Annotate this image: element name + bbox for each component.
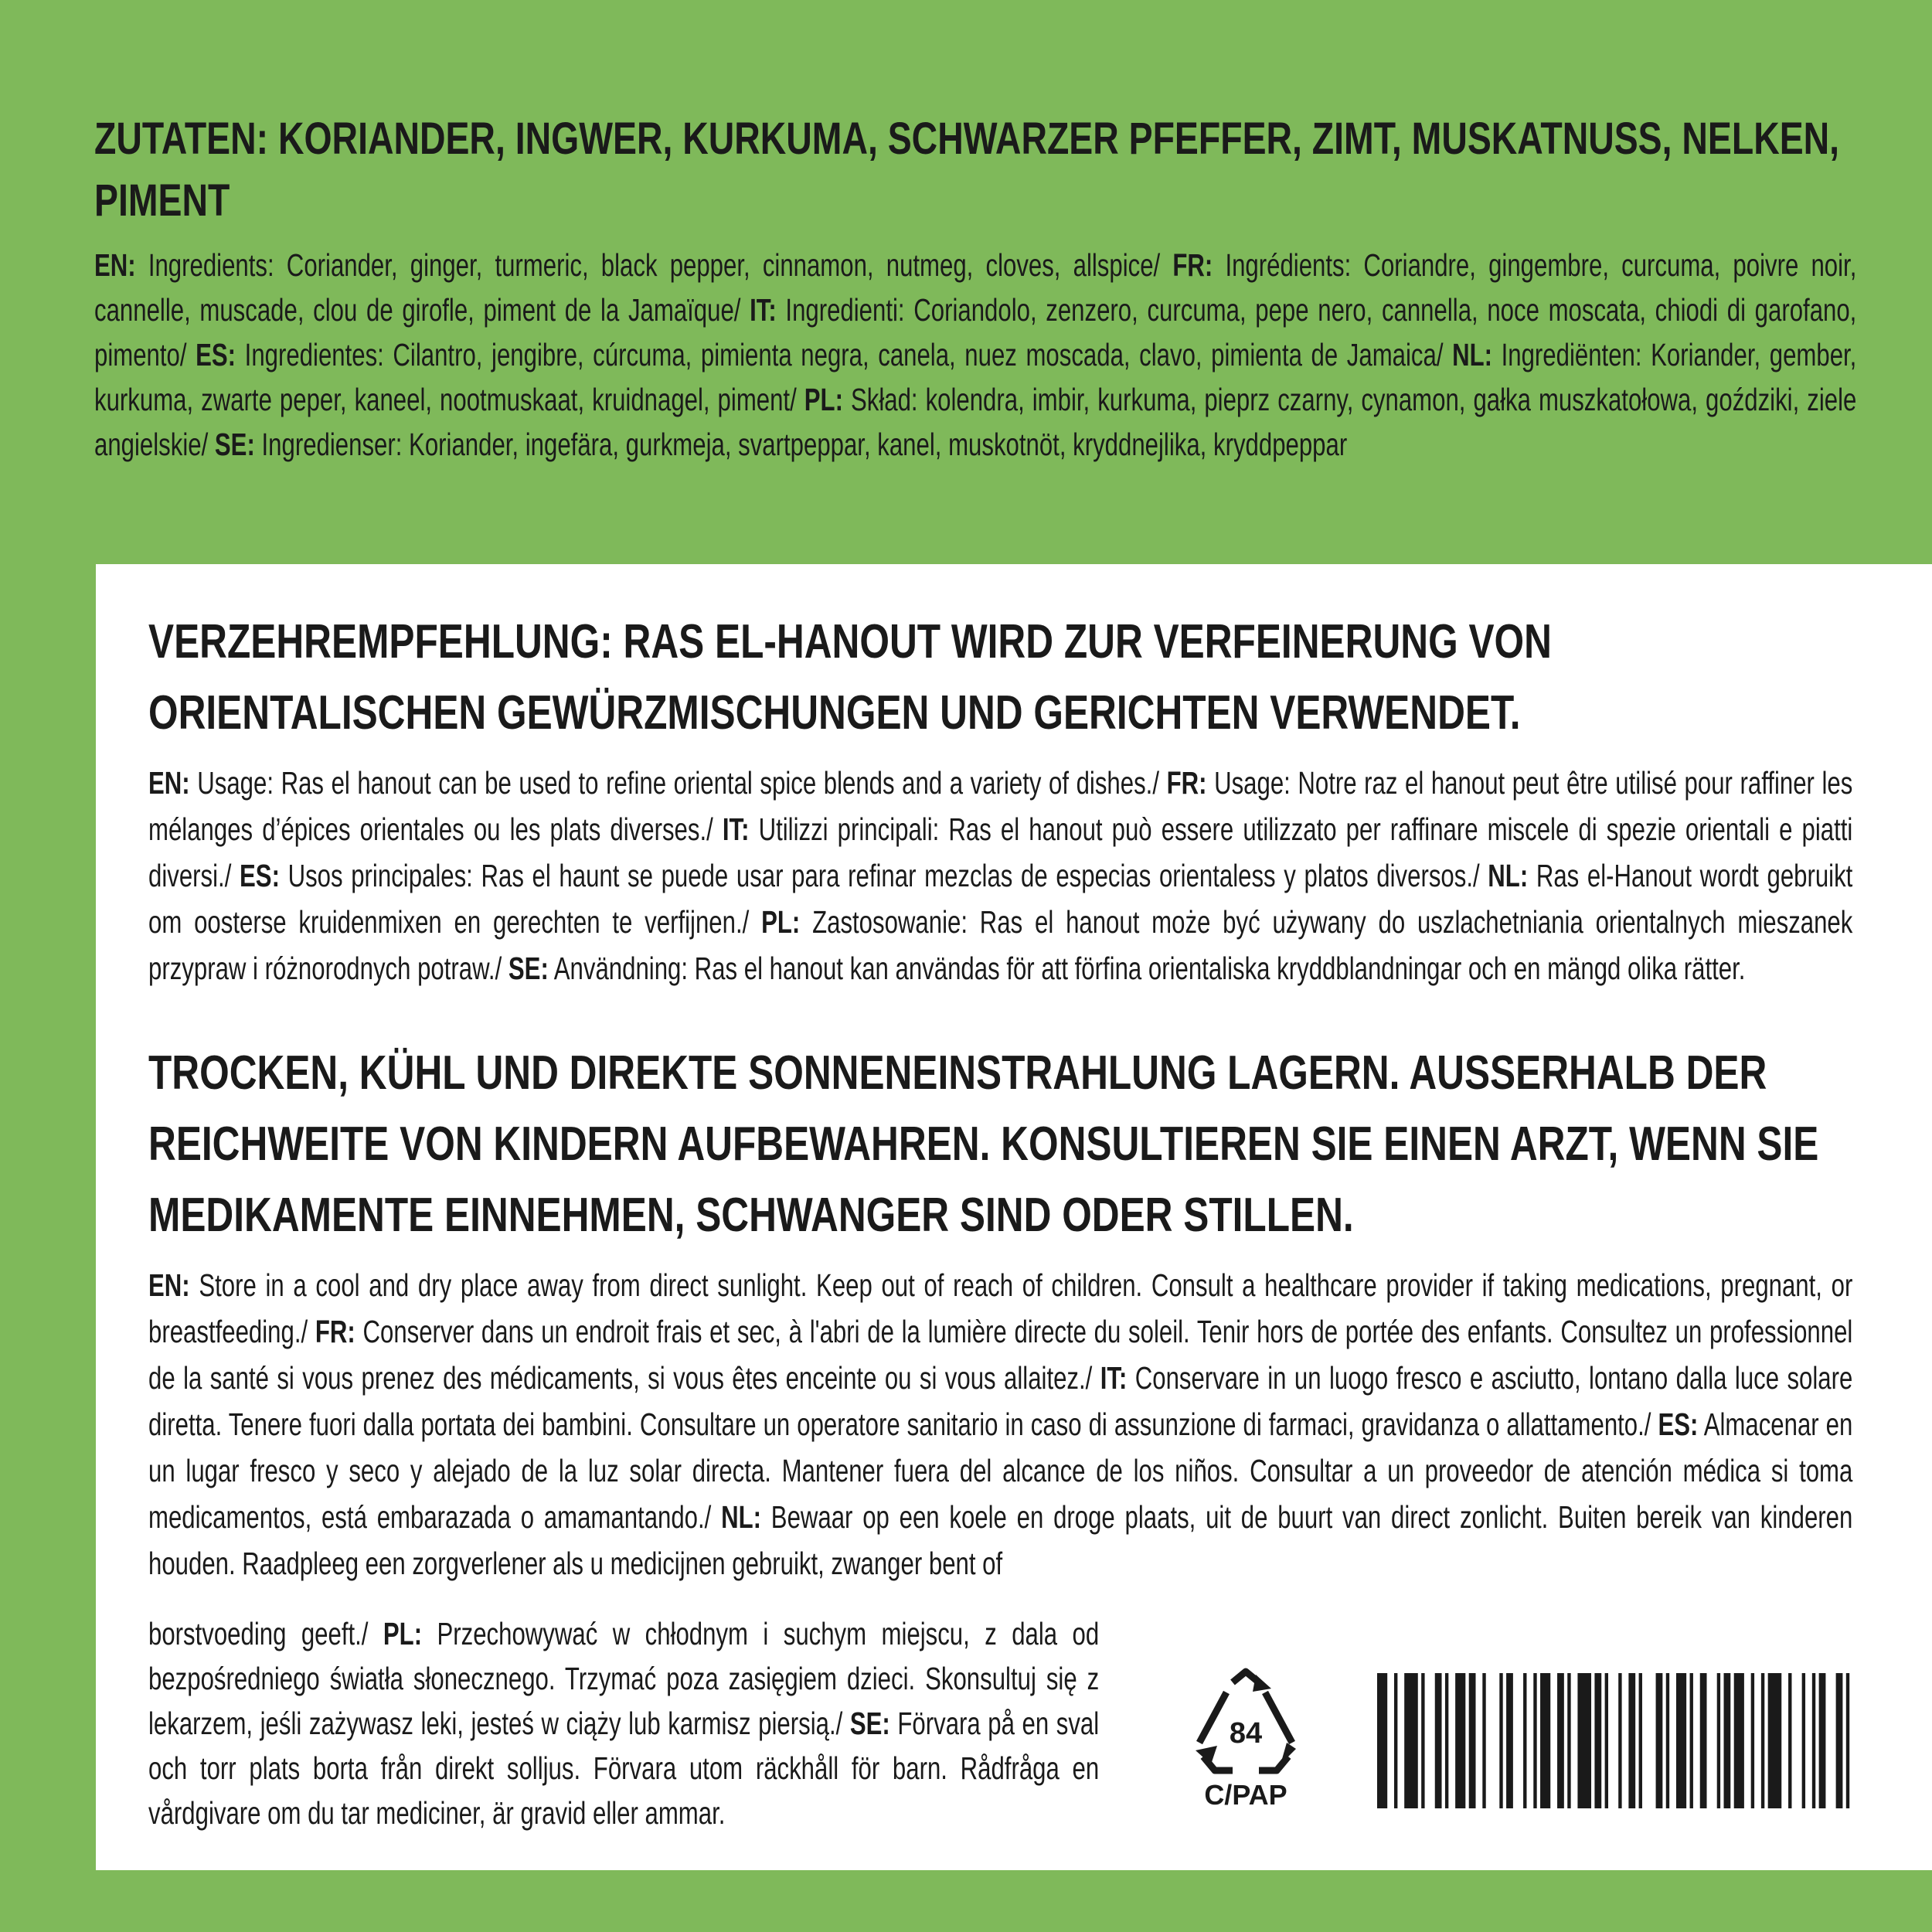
translation-text: Ingrediënten: Koriander, gember, kurkuma, zwarte peper, kaneel, nootmuskaat, kruidnagel, piment/: [94, 337, 1857, 417]
translation-text: Usage: Ras el hanout can be used to refine oriental spice blends and a variety of dishes./: [189, 765, 1167, 801]
barcode-bar: [1394, 1673, 1397, 1808]
translation-text: Förvara på en sval och torr plats borta från direkt solljus. Förvara utom räckhåll för barn. Rådfråga en vårdgivare om du tar mediciner, är gravid eller ammar.: [148, 1706, 1100, 1831]
barcode-bar: [1469, 1673, 1476, 1808]
barcode-bar: [1567, 1673, 1570, 1808]
barcode-bar: [1499, 1673, 1502, 1808]
barcode-bar: [1445, 1673, 1448, 1808]
language-code: EN:: [148, 765, 190, 801]
barcode-bar: [1628, 1673, 1635, 1808]
language-code: NL:: [1488, 858, 1529, 893]
language-code: SE:: [849, 1706, 890, 1741]
language-code: PL:: [761, 904, 801, 940]
translation-text: Store in a cool and dry place away from direct sunlight. Keep out of reach of children. Consult a healthcare provider if taking medications, pregnant, or breastfeeding./: [148, 1267, 1853, 1349]
barcode-bar: [1455, 1673, 1465, 1808]
barcode-bar: [1656, 1673, 1663, 1808]
barcode-bar: [1812, 1673, 1815, 1808]
translation-text: Användning: Ras el hanout kan användas för att förfina orientaliska kryddblandningar och en mängd olika rätter.: [548, 951, 1746, 986]
barcode-bar: [1724, 1673, 1731, 1808]
language-code: SE:: [214, 427, 255, 462]
barcode-bar: [1540, 1673, 1550, 1808]
language-code: NL:: [1452, 337, 1493, 372]
translation-text: Usage: Notre raz el hanout peut être utilisé pour raffiner les mélanges d’épices orientales ou les plats diverses./: [148, 765, 1853, 847]
barcode-bar: [1666, 1673, 1669, 1808]
recycling-code: 84: [1229, 1717, 1263, 1750]
language-code: PL:: [383, 1616, 423, 1651]
language-code: IT:: [750, 292, 777, 328]
translation-text: Usos principales: Ras el haunt se puede usar para refinar mezclas de especias orientaless y platos diversos./: [279, 858, 1488, 893]
barcode-bar: [1404, 1673, 1418, 1808]
translation-text: Skład: kolendra, imbir, kurkuma, pieprz czarny, cynamon, gałka muszkatołowa, goździki, ziele angielskie/: [94, 382, 1857, 462]
barcode-bar: [1846, 1673, 1849, 1808]
language-code: NL:: [721, 1499, 762, 1535]
barcode-bar: [1802, 1673, 1805, 1808]
barcode-bar: [1435, 1673, 1442, 1808]
barcode-bar: [1605, 1673, 1608, 1808]
translation-text: Ingredienti: Coriandolo, zenzero, curcuma, pepe nero, cannella, noce moscata, chiodi di garofano, pimento/: [94, 292, 1857, 372]
storage-translations-continued: [148, 1611, 1099, 1835]
language-code: EN:: [94, 247, 136, 283]
barcode-bar: [1819, 1673, 1826, 1808]
barcode-bar: [1761, 1673, 1764, 1808]
barcode-bar: [1734, 1673, 1744, 1808]
barcode-bar: [1377, 1673, 1387, 1808]
language-code: SE:: [508, 951, 549, 986]
barcode-bar: [1533, 1673, 1536, 1808]
language-code: IT:: [722, 811, 750, 847]
language-code: FR:: [315, 1314, 355, 1349]
language-code: FR:: [1166, 765, 1207, 801]
usage-heading: VERZEHREMPFEHLUNG: RAS EL-HANOUT WIRD ZUR VERFEINERUNG VON ORIENTALISCHEN GEWÜRZMISCHUNGEN UND GERICHTEN VERWENDET.: [148, 615, 1552, 740]
barcode-bar: [1506, 1673, 1513, 1808]
translation-text: Conservare in un luogo fresco e asciutto, lontano dalla luce solare diretta. Tenere fuori dalla portata dei bambini. Consultare un operatore sanitario in caso di assunzione di farmaci, gravidanza o allattamento./: [148, 1360, 1853, 1442]
barcode-bar: [1751, 1673, 1754, 1808]
translation-text: Ras el-Hanout wordt gebruikt om oosterse kruidenmixen en gerechten te verfijnen./: [148, 858, 1853, 940]
ingredients-section: [94, 108, 1856, 467]
language-code: IT:: [1100, 1360, 1128, 1396]
translation-text: Ingrédients: Coriandre, gingembre, curcuma, poivre noir, cannelle, muscade, clou de girofle, piment de la Jamaïque/: [94, 247, 1857, 328]
language-code: ES:: [196, 337, 236, 372]
storage-translations: [148, 1262, 1852, 1587]
storage-heading: TROCKEN, KÜHL UND DIREKTE SONNENEINSTRAHLUNG LAGERN. AUSSERHALB DER REICHWEITE VON KINDERN AUFBEWAHREN. KONSULTIEREN SIE EINEN ARZT, WENN SIE MEDIKAMENTE EINNEHMEN, SCHWANGER SIND ODER STILLEN.: [148, 1046, 1819, 1242]
barcode-bar: [1523, 1673, 1526, 1808]
barcode-bar: [1690, 1673, 1693, 1808]
info-panel: [96, 564, 1932, 1870]
translation-text: borstvoeding geeft./: [148, 1616, 383, 1651]
barcode-bar: [1421, 1673, 1424, 1808]
barcode-bar: [1594, 1673, 1601, 1808]
barcode-bar: [1676, 1673, 1686, 1808]
language-code: PL:: [804, 382, 843, 417]
barcode-bar: [1577, 1673, 1591, 1808]
barcode-bar: [1768, 1673, 1782, 1808]
recycling-label: C/PAP: [1204, 1779, 1287, 1811]
barcode-icon: [1377, 1673, 1856, 1808]
translation-text: Conserver dans un endroit frais et sec, à l'abri de la lumière directe du soleil. Tenir hors de portée des enfants. Consultez un professionnel de la santé si vous prenez des médicaments, si vous êtes enceinte ou si vous allaitez./: [148, 1314, 1853, 1396]
language-code: ES:: [1658, 1406, 1699, 1442]
barcode-bar: [1836, 1673, 1843, 1808]
translation-text: Utilizzi principali: Ras el hanout può essere utilizzato per raffinare miscele di spezie orientali e piatti diversi./: [148, 811, 1853, 893]
language-code: ES:: [240, 858, 280, 893]
translation-text: Bewaar op een koele en droge plaats, uit de buurt van direct zonlicht. Buiten bereik van kinderen houden. Raadpleeg een zorgverlener als u medicijnen gebruikt, zwanger bent of: [148, 1499, 1853, 1581]
translation-text: Ingredients: Coriander, ginger, turmeric, black pepper, cinnamon, nutmeg, cloves, allspice/: [135, 247, 1173, 283]
ingredients-heading: ZUTATEN: KORIANDER, INGWER, KURKUMA, SCHWARZER PFEFFER, ZIMT, MUSKATNUSS, NELKEN, PIMENT: [94, 114, 1840, 226]
barcode-bar: [1717, 1673, 1720, 1808]
translation-text: Przechowywać w chłodnym i suchym miejscu, z dala od bezpośredniego światła słonecznego. Trzymać poza zasięgiem dzieci. Skonsultuj się z lekarzem, jeśli zażywasz leki, jesteś w ciąży lub karmisz piersią./: [148, 1616, 1100, 1741]
language-code: FR:: [1172, 247, 1213, 283]
barcode-bar: [1618, 1673, 1621, 1808]
barcode-bar: [1788, 1673, 1791, 1808]
barcode-bar: [1700, 1673, 1707, 1808]
recycling-triangle-icon: [1188, 1665, 1304, 1812]
usage-translations: [148, 760, 1852, 992]
translation-text: Ingredienser: Koriander, ingefära, gurkmeja, svartpeppar, kanel, muskotnöt, kryddnejlika, kryddpeppar: [254, 427, 1348, 462]
barcode-bar: [1557, 1673, 1564, 1808]
footer-row: [148, 1611, 1852, 1866]
translation-text: Almacenar en un lugar fresco y seco y alejado de la luz solar directa. Mantener fuera del alcance de los niños. Consultar a un proveedor de atención médica si toma medicamentos, está embarazada o amamantando./: [148, 1406, 1853, 1535]
language-code: EN:: [148, 1267, 190, 1303]
translation-text: Ingredientes: Cilantro, jengibre, cúrcuma, pimienta negra, canela, nuez moscada, clavo, pimienta de Jamaica/: [236, 337, 1453, 372]
translation-text: Zastosowanie: Ras el hanout może być używany do uszlachetniania orientalnych mieszanek przypraw i różnorodnych potraw./: [148, 904, 1853, 986]
barcode-bar: [1482, 1673, 1485, 1808]
ingredients-translations: [94, 243, 1856, 467]
barcode-bar: [1639, 1673, 1642, 1808]
